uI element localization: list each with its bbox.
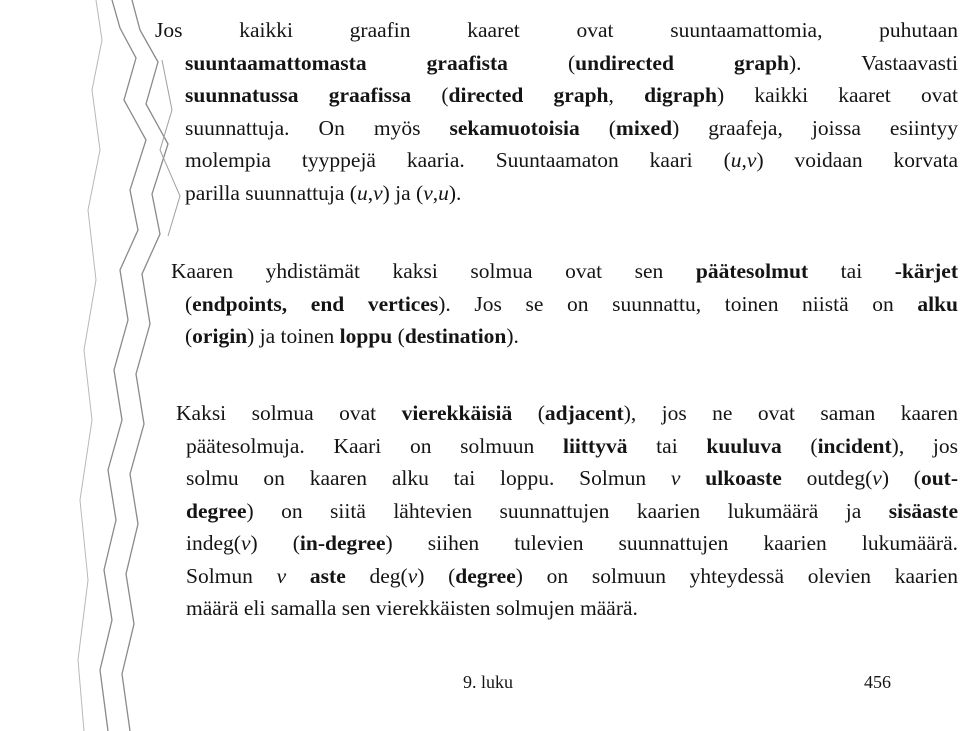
bold-term: päätesolmut	[695, 259, 809, 283]
text-line	[155, 47, 958, 80]
text-run: indeg(	[186, 531, 241, 555]
text-run: outdeg(	[781, 466, 873, 490]
text-run: ) ja (	[382, 180, 424, 205]
bold-term: kuuluva	[706, 433, 782, 458]
bold-term: alku	[917, 291, 958, 316]
italic-variable: u	[438, 180, 449, 205]
text-run	[286, 564, 310, 588]
italic-variable: v	[240, 531, 251, 555]
bold-term: destination	[404, 324, 507, 348]
text-line	[176, 430, 958, 463]
bold-term: degree	[186, 498, 247, 523]
text-run: ,	[608, 83, 645, 107]
text-line	[176, 527, 958, 560]
text-run: ), jos	[891, 433, 958, 458]
text-line	[155, 144, 958, 177]
bold-term: digraph	[644, 83, 717, 107]
text-run: (	[185, 291, 193, 316]
text-run	[680, 466, 705, 490]
text-run: Kaaren yhdistämät kaksi solmua ovat sen	[171, 259, 696, 283]
text-run: Kaksi solmua ovat	[176, 401, 402, 425]
text-run: tai	[808, 259, 895, 283]
text-line	[176, 495, 958, 528]
text-run: ) graafeja, joissa esiintyy	[672, 115, 958, 140]
text-line	[171, 288, 958, 321]
bold-term: endpoints, end vertices	[192, 291, 439, 316]
text-line	[176, 462, 958, 495]
text-line	[176, 560, 958, 593]
footer-chapter: 9. luku	[463, 672, 514, 692]
text-line	[171, 320, 958, 353]
bold-term: liittyvä	[562, 433, 628, 458]
text-run: Solmun	[186, 563, 277, 588]
bold-term: -kärjet	[894, 259, 959, 283]
text-run: (	[512, 401, 545, 425]
italic-variable: v	[276, 563, 287, 588]
text-run: ). Vastaavasti	[789, 50, 958, 75]
italic-variable: v	[407, 563, 418, 588]
text-run: ,	[432, 180, 439, 205]
text-run: deg(	[345, 563, 408, 588]
text-run: solmu on kaaren alku tai loppu. Solmun	[186, 466, 671, 490]
text-line	[155, 79, 958, 112]
text-run: molempia tyyppejä kaaria. Suuntaamaton kaari (	[185, 148, 731, 172]
bold-term: sisäaste	[888, 498, 958, 523]
bold-term: origin	[192, 324, 248, 348]
bold-term: sekamuotoisia	[449, 115, 580, 140]
text-run: Jos kaikki graafin kaaret ovat suuntaamattomia, puhutaan	[155, 18, 958, 42]
text-run: ) kaikki kaaret ovat	[716, 83, 958, 107]
italic-variable: u	[730, 148, 742, 172]
text-line	[176, 592, 958, 625]
paragraph-graph-types	[155, 14, 958, 209]
paragraph-adjacency-degree	[176, 397, 958, 625]
text-run: ).	[506, 324, 519, 348]
bold-term: degree	[455, 563, 516, 588]
text-run: ) (	[417, 563, 456, 588]
bold-term: suuntaamattomasta graafista	[185, 50, 508, 75]
text-run: ,	[367, 180, 374, 205]
text-run: ), jos ne ovat saman kaaren	[623, 401, 958, 425]
text-run: ) on solmuun yhteydessä olevien kaarien	[515, 563, 959, 588]
italic-variable: u	[356, 180, 368, 205]
text-run: (	[507, 50, 576, 75]
italic-variable: v	[373, 180, 383, 205]
text-line	[176, 397, 958, 430]
text-run: ) siihen tulevien suunnattujen kaarien lukumäärä.	[385, 531, 958, 555]
bold-term: directed graph	[448, 83, 609, 107]
text-line	[171, 255, 958, 288]
bold-term: mixed	[615, 115, 673, 140]
text-run: ) voidaan korvata	[756, 148, 959, 172]
text-run: ) on siitä lähtevien suunnattujen kaarien lukumäärä ja	[246, 498, 889, 523]
footer-page-number: 456	[864, 672, 891, 692]
italic-variable: v	[872, 466, 882, 490]
italic-variable: v	[746, 148, 757, 172]
text-run: (	[411, 83, 449, 107]
text-run: ).	[448, 180, 462, 205]
bold-term: loppu	[339, 324, 393, 348]
text-run: (	[781, 433, 818, 458]
text-run: ) ja toinen	[247, 324, 340, 348]
bold-term: suunnatussa graafissa	[185, 83, 412, 107]
text-run: määrä eli samalla sen vierekkäisten solmujen määrä.	[186, 596, 638, 620]
text-run: ,	[741, 148, 747, 172]
text-run: (	[392, 324, 405, 348]
text-run: suunnattuja. On myös	[185, 115, 450, 140]
text-run: ) (	[250, 531, 300, 555]
paragraph-endpoints	[171, 255, 958, 353]
text-line	[155, 14, 958, 47]
bold-term: vierekkäisiä	[401, 401, 513, 425]
text-run: parilla suunnattuja (	[185, 180, 357, 205]
text-run: päätesolmuja. Kaari on solmuun	[186, 433, 563, 458]
italic-variable: v	[670, 466, 681, 490]
text-run: tai	[627, 433, 707, 458]
text-run: ) (	[881, 466, 921, 490]
bold-term: aste	[309, 563, 346, 588]
bold-term: in-degree	[299, 531, 386, 555]
text-line	[155, 177, 958, 210]
text-run: ). Jos se on suunnattu, toinen niistä on	[438, 291, 918, 316]
text-line	[155, 112, 958, 145]
bold-term: undirected graph	[575, 50, 789, 75]
text-run: (	[579, 115, 616, 140]
italic-variable: v	[423, 180, 433, 205]
bold-term: out-	[920, 466, 958, 490]
text-run: (	[185, 324, 193, 348]
bold-term: ulkoaste	[705, 466, 782, 490]
bold-term: incident	[817, 433, 892, 458]
bold-term: adjacent	[544, 401, 624, 425]
